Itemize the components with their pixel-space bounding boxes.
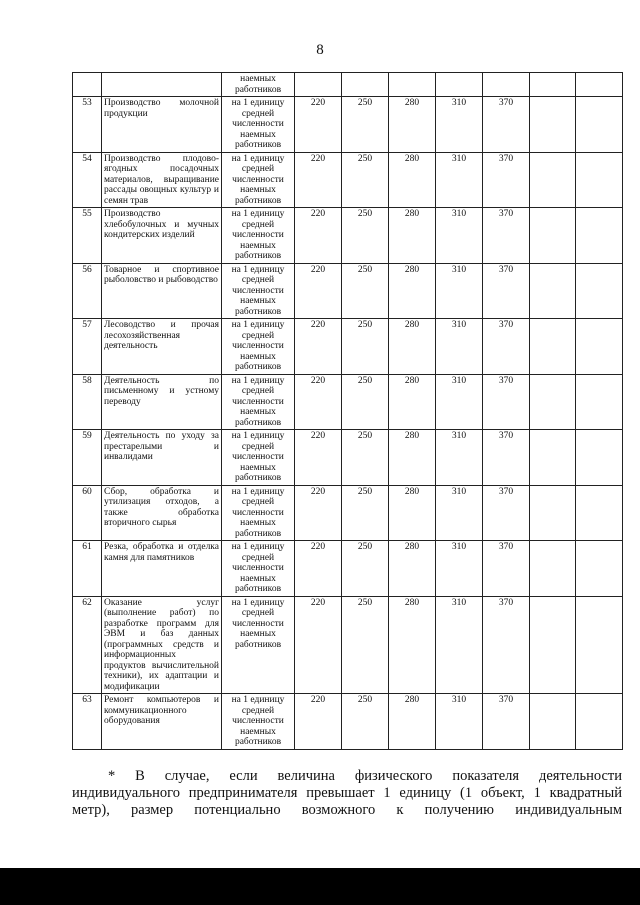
cell-value: 220: [295, 485, 342, 541]
cell-num: 53: [73, 97, 102, 153]
cell-num: 54: [73, 152, 102, 208]
cell-value: 370: [483, 430, 530, 486]
cell-name: Лесоводство и прочая лесохозяйственная деятельность: [102, 319, 222, 375]
cell-value: 220: [295, 596, 342, 694]
table-row: [73, 430, 623, 486]
cell-unit: на 1 единицу средней численности наемных работников: [222, 374, 295, 430]
cell-num: 57: [73, 319, 102, 375]
cell-num: 61: [73, 541, 102, 597]
cell-value: 370: [483, 374, 530, 430]
cell-empty: [530, 485, 576, 541]
table-row: [73, 263, 623, 319]
page-number: 8: [316, 42, 324, 58]
cell-value: 370: [483, 319, 530, 375]
cell-value: 220: [295, 263, 342, 319]
cell-value: 370: [483, 97, 530, 153]
cell-value: 370: [483, 208, 530, 264]
cell-name: Производство молочной продукции: [102, 97, 222, 153]
cell-value: 250: [342, 152, 389, 208]
footnote: [72, 768, 622, 819]
cell-value: 280: [389, 374, 436, 430]
table-row: [73, 208, 623, 264]
cell-value: 280: [389, 430, 436, 486]
cell-unit: наемных работников: [222, 73, 295, 97]
cell-value: 250: [342, 430, 389, 486]
cell-empty: [530, 319, 576, 375]
cell-value: 370: [483, 485, 530, 541]
cell-value: 280: [389, 319, 436, 375]
cell-value: 310: [436, 319, 483, 375]
cell-unit: на 1 единицу средней численности наемных работников: [222, 97, 295, 153]
cell-value: 280: [389, 596, 436, 694]
cell-value: 250: [342, 263, 389, 319]
table-row-continuation: [73, 73, 623, 97]
cell-value: 250: [342, 208, 389, 264]
cell-value: 280: [389, 485, 436, 541]
table-row: [73, 485, 623, 541]
cell-value: 250: [342, 374, 389, 430]
table-row: [73, 319, 623, 375]
cell-value: 250: [342, 319, 389, 375]
table-row: [73, 541, 623, 597]
cell-value: 310: [436, 152, 483, 208]
cell-unit: на 1 единицу средней численности наемных работников: [222, 430, 295, 486]
cell-value: 250: [342, 485, 389, 541]
cell-value: [436, 73, 483, 97]
cell-value: [576, 73, 623, 97]
cell-value: 310: [436, 694, 483, 750]
cell-empty: [530, 263, 576, 319]
cell-value: 280: [389, 541, 436, 597]
income-table: [72, 72, 623, 750]
cell-value: 370: [483, 152, 530, 208]
table-row: [73, 152, 623, 208]
cell-num: [73, 73, 102, 97]
cell-value: 310: [436, 374, 483, 430]
cell-unit: на 1 единицу средней численности наемных работников: [222, 485, 295, 541]
cell-unit: на 1 единицу средней численности наемных работников: [222, 596, 295, 694]
cell-value: 280: [389, 208, 436, 264]
cell-empty: [576, 152, 623, 208]
cell-num: 60: [73, 485, 102, 541]
cell-value: 250: [342, 694, 389, 750]
cell-empty: [576, 208, 623, 264]
cell-value: 310: [436, 430, 483, 486]
cell-name: Резка, обработка и отделка камня для памятников: [102, 541, 222, 597]
cell-value: 220: [295, 97, 342, 153]
cell-value: 220: [295, 374, 342, 430]
cell-name: Деятельность по уходу за престарелыми и инвалидами: [102, 430, 222, 486]
cell-empty: [530, 208, 576, 264]
cell-unit: на 1 единицу средней численности наемных работников: [222, 152, 295, 208]
table-row: [73, 97, 623, 153]
cell-value: 280: [389, 152, 436, 208]
cell-value: 220: [295, 152, 342, 208]
cell-name: Сбор, обработка и утилизация отходов, а также обработка вторичного сырья: [102, 485, 222, 541]
cell-value: 310: [436, 208, 483, 264]
cell-unit: на 1 единицу средней численности наемных работников: [222, 319, 295, 375]
table-row: [73, 596, 623, 694]
cell-empty: [530, 152, 576, 208]
cell-empty: [576, 596, 623, 694]
cell-value: 220: [295, 694, 342, 750]
cell-empty: [576, 319, 623, 375]
cell-value: 310: [436, 485, 483, 541]
footnote-line-2: индивидуального предпринимателя превышает 1 единицу (1 объект, 1 квадратный: [72, 785, 622, 801]
cell-unit: на 1 единицу средней численности наемных работников: [222, 208, 295, 264]
cell-value: 280: [389, 263, 436, 319]
cell-value: 310: [436, 596, 483, 694]
cell-empty: [576, 97, 623, 153]
cell-value: 220: [295, 208, 342, 264]
table-row: [73, 694, 623, 750]
scan-border: [0, 868, 640, 905]
cell-value: 280: [389, 97, 436, 153]
cell-empty: [576, 374, 623, 430]
cell-empty: [576, 541, 623, 597]
cell-empty: [530, 596, 576, 694]
cell-value: 310: [436, 263, 483, 319]
cell-num: 63: [73, 694, 102, 750]
footnote-line-3: метр), размер потенциально возможного к получению индивидуальным: [72, 802, 622, 818]
cell-name: Товарное и спортивное рыболовство и рыбоводство: [102, 263, 222, 319]
cell-empty: [576, 694, 623, 750]
cell-unit: на 1 единицу средней численности наемных работников: [222, 694, 295, 750]
cell-value: 370: [483, 541, 530, 597]
cell-value: 370: [483, 596, 530, 694]
cell-value: 370: [483, 263, 530, 319]
cell-name: Производство хлебобулочных и мучных кондитерских изделий: [102, 208, 222, 264]
cell-value: 370: [483, 694, 530, 750]
cell-value: 220: [295, 541, 342, 597]
cell-unit: на 1 единицу средней численности наемных работников: [222, 263, 295, 319]
cell-value: 250: [342, 541, 389, 597]
table-row: [73, 374, 623, 430]
cell-empty: [530, 541, 576, 597]
cell-value: 280: [389, 694, 436, 750]
cell-value: 310: [436, 97, 483, 153]
cell-num: 55: [73, 208, 102, 264]
footnote-line-1: * В случае, если величина физического показателя деятельности: [108, 768, 622, 784]
cell-num: 58: [73, 374, 102, 430]
cell-empty: [576, 430, 623, 486]
cell-value: 250: [342, 596, 389, 694]
cell-value: 220: [295, 430, 342, 486]
cell-value: [530, 73, 576, 97]
cell-name: Ремонт компьютеров и коммуникационного оборудования: [102, 694, 222, 750]
cell-value: 220: [295, 319, 342, 375]
cell-empty: [530, 430, 576, 486]
cell-value: [342, 73, 389, 97]
cell-num: 56: [73, 263, 102, 319]
cell-empty: [576, 485, 623, 541]
cell-num: 59: [73, 430, 102, 486]
cell-empty: [530, 374, 576, 430]
cell-num: 62: [73, 596, 102, 694]
cell-value: [389, 73, 436, 97]
cell-name: [102, 73, 222, 97]
cell-value: [295, 73, 342, 97]
cell-value: 310: [436, 541, 483, 597]
cell-value: 250: [342, 97, 389, 153]
cell-name: Оказание услуг (выполнение работ) по разработке программ для ЭВМ и баз данных (программных средств и информационных продуктов вычислительной техники), их адаптации и модификации: [102, 596, 222, 694]
table-body: [73, 73, 623, 750]
cell-name: Производство плодово-ягодных посадочных материалов, выращивание рассады овощных культур и семян трав: [102, 152, 222, 208]
cell-empty: [530, 97, 576, 153]
cell-name: Деятельность по письменному и устному переводу: [102, 374, 222, 430]
cell-empty: [530, 694, 576, 750]
cell-value: [483, 73, 530, 97]
cell-empty: [576, 263, 623, 319]
cell-unit: на 1 единицу средней численности наемных работников: [222, 541, 295, 597]
